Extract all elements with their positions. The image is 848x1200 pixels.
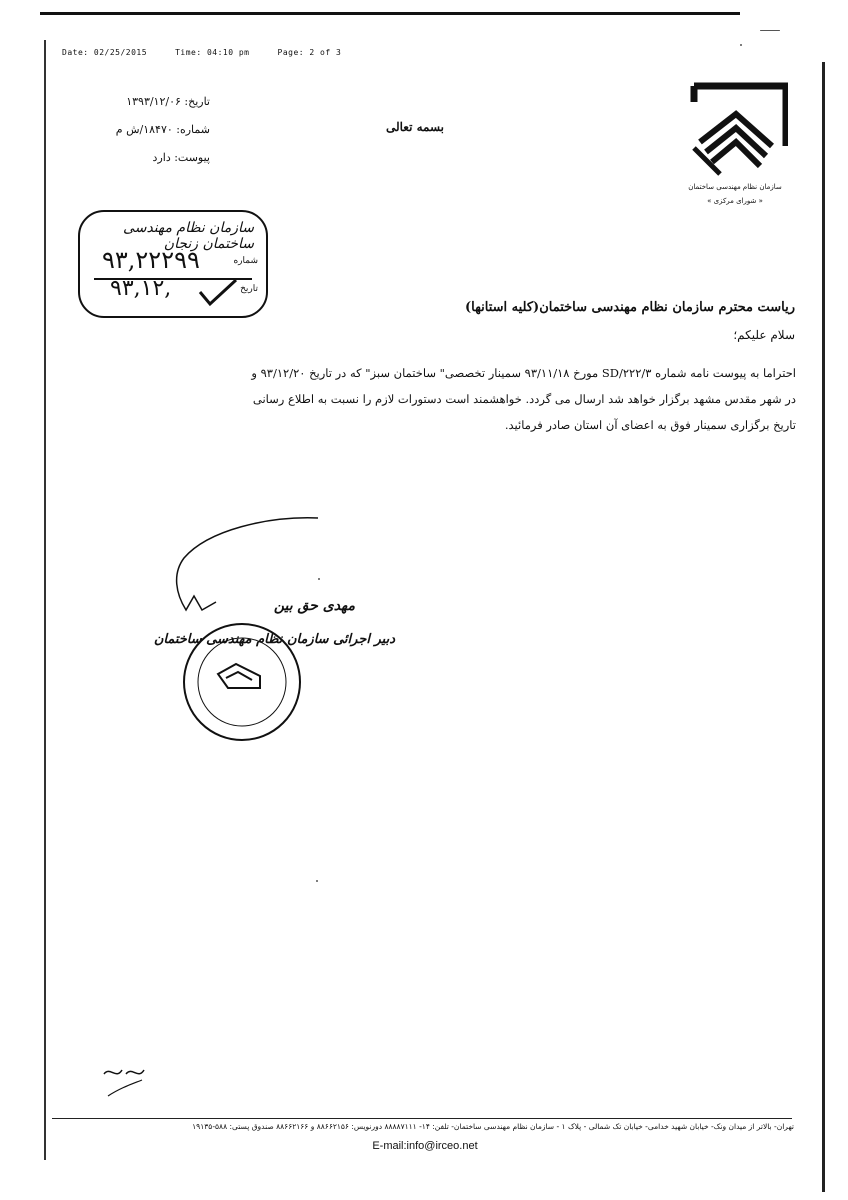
stamp-number: ۹۳,۲۲۲۹۹ xyxy=(102,246,200,274)
logo-subtitle: « شورای مرکزی » xyxy=(707,197,763,205)
letter-meta xyxy=(100,88,210,172)
received-stamp xyxy=(78,210,268,318)
stamp-org: سازمان نظام مهندسی ساختمان زنجان xyxy=(123,220,254,252)
org-logo-icon xyxy=(690,82,788,178)
body-line: در شهر مقدس مشهد برگزار خواهد شد ارسال می گردد. خواهشمند است دستورات لازم را نسبت به اطلاع رسانی xyxy=(252,392,796,406)
stamp-date: ۹۳,۱۲, xyxy=(110,276,172,301)
page-right-border xyxy=(822,62,825,1192)
fax-date: Date: 02/25/2015 xyxy=(62,48,148,57)
scan-speck xyxy=(316,880,318,882)
checkmark-icon xyxy=(198,278,238,308)
stamp-date-label: تاریخ xyxy=(240,284,258,294)
fax-time: Time: 04:10 pm xyxy=(175,48,250,57)
page-left-border xyxy=(44,40,46,1160)
folio-handwriting xyxy=(98,1052,158,1102)
fax-page: Page: 2 of 3 xyxy=(277,48,342,57)
addressee: ریاست محترم سازمان نظام مهندسی ساختمان(کلیه استانها) xyxy=(465,300,795,315)
stamp-number-label: شماره xyxy=(233,256,258,266)
letter-body xyxy=(110,360,796,438)
greeting: سلام علیکم؛ xyxy=(733,328,795,342)
invocation: بسمه تعالی xyxy=(385,120,445,134)
body-line: تاریخ برگزاری سمینار فوق به اعضای آن استان صادر فرمائید. xyxy=(504,418,796,432)
letter-date: تاریخ: ۱۳۹۳/۱۲/۰۶ xyxy=(126,95,210,108)
footer-address: تهران- بالاتر از میدان ونک- خیابان شهید خدامی- خیابان تک شمالی - پلاک ۱ - سازمان نظام مهندسی ساختمان- تلفن: ۱۴- ۸۸۸۸۷۱۱۱ دورنویس: ۸۸۶۶۲۱۵۶ و ۸۸۶۶۲۱۶۶ صندوق پستی: ۵۸۸-۱۹۱۳۵ xyxy=(192,1122,794,1131)
logo-org-name: سازمان نظام مهندسی ساختمان xyxy=(688,183,782,191)
scan-speck xyxy=(740,44,742,46)
footer-email: E-mail:info@irceo.net xyxy=(372,1140,478,1152)
scan-speck xyxy=(318,578,320,580)
letter-number: شماره: ۱۸۴۷۰/ش م xyxy=(115,123,210,136)
footer-divider xyxy=(52,1118,792,1119)
letter-attachment: پیوست: دارد xyxy=(152,151,210,164)
signatory-name: مهدی حق بین xyxy=(273,598,355,614)
signatory-title: دبیر اجرائی سازمان نظام مهندسی ساختمان xyxy=(153,632,395,647)
body-line: احتراما به پیوست نامه شماره SD/۲۲۲/۳ مورخ ۹۳/۱۱/۱۸ سمینار تخصصی" ساختمان سبز" که در تاریخ ۹۳/۱۲/۲۰ و xyxy=(251,366,796,380)
fax-header xyxy=(62,48,369,57)
page-top-border xyxy=(40,12,740,15)
org-logo xyxy=(690,82,788,182)
logo-caption xyxy=(676,180,794,208)
official-seal xyxy=(180,620,304,744)
scan-speck xyxy=(760,30,780,31)
